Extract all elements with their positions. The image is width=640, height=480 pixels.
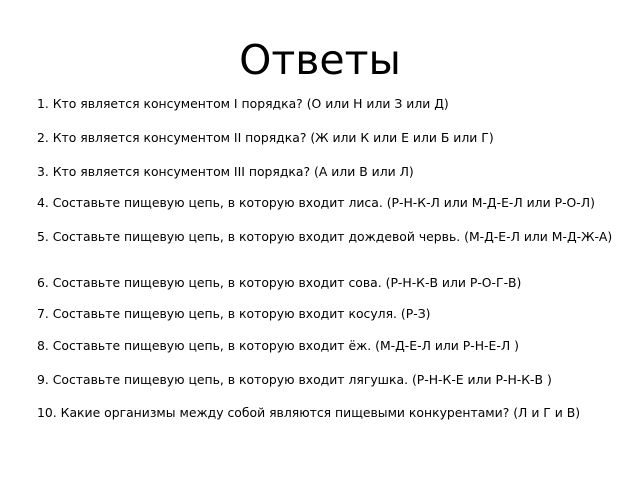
answer-item-5: 5. Составьте пищевую цепь, в которую входит дождевой червь. (М-Д-Е-Л или М-Д-Ж-А): [37, 229, 613, 244]
answer-item-10: 10. Какие организмы между собой являются пищевыми конкурентами? (Л и Г и В): [37, 405, 581, 420]
answer-item-2: 2. Кто является консументом II порядка? (Ж или К или Е или Б или Г): [37, 130, 494, 145]
answer-item-9: 9. Составьте пищевую цепь, в которую входит лягушка. (Р-Н-К-Е или Р-Н-К-В ): [37, 372, 552, 387]
answer-item-1: 1. Кто является консументом I порядка? (О или Н или З или Д): [37, 96, 449, 111]
answer-item-4: 4. Составьте пищевую цепь, в которую входит лиса. (Р-Н-К-Л или М-Д-Е-Л или Р-О-Л): [37, 195, 595, 210]
answer-item-6: 6. Составьте пищевую цепь, в которую входит сова. (Р-Н-К-В или Р-О-Г-В): [37, 275, 522, 290]
slide-title: Ответы: [239, 36, 401, 84]
answer-item-8: 8. Составьте пищевую цепь, в которую входит ёж. (М-Д-Е-Л или Р-Н-Е-Л ): [37, 338, 519, 353]
answer-item-7: 7. Составьте пищевую цепь, в которую входит косуля. (Р-З): [37, 306, 431, 321]
answer-item-3: 3. Кто является консументом III порядка? (А или В или Л): [37, 164, 414, 179]
